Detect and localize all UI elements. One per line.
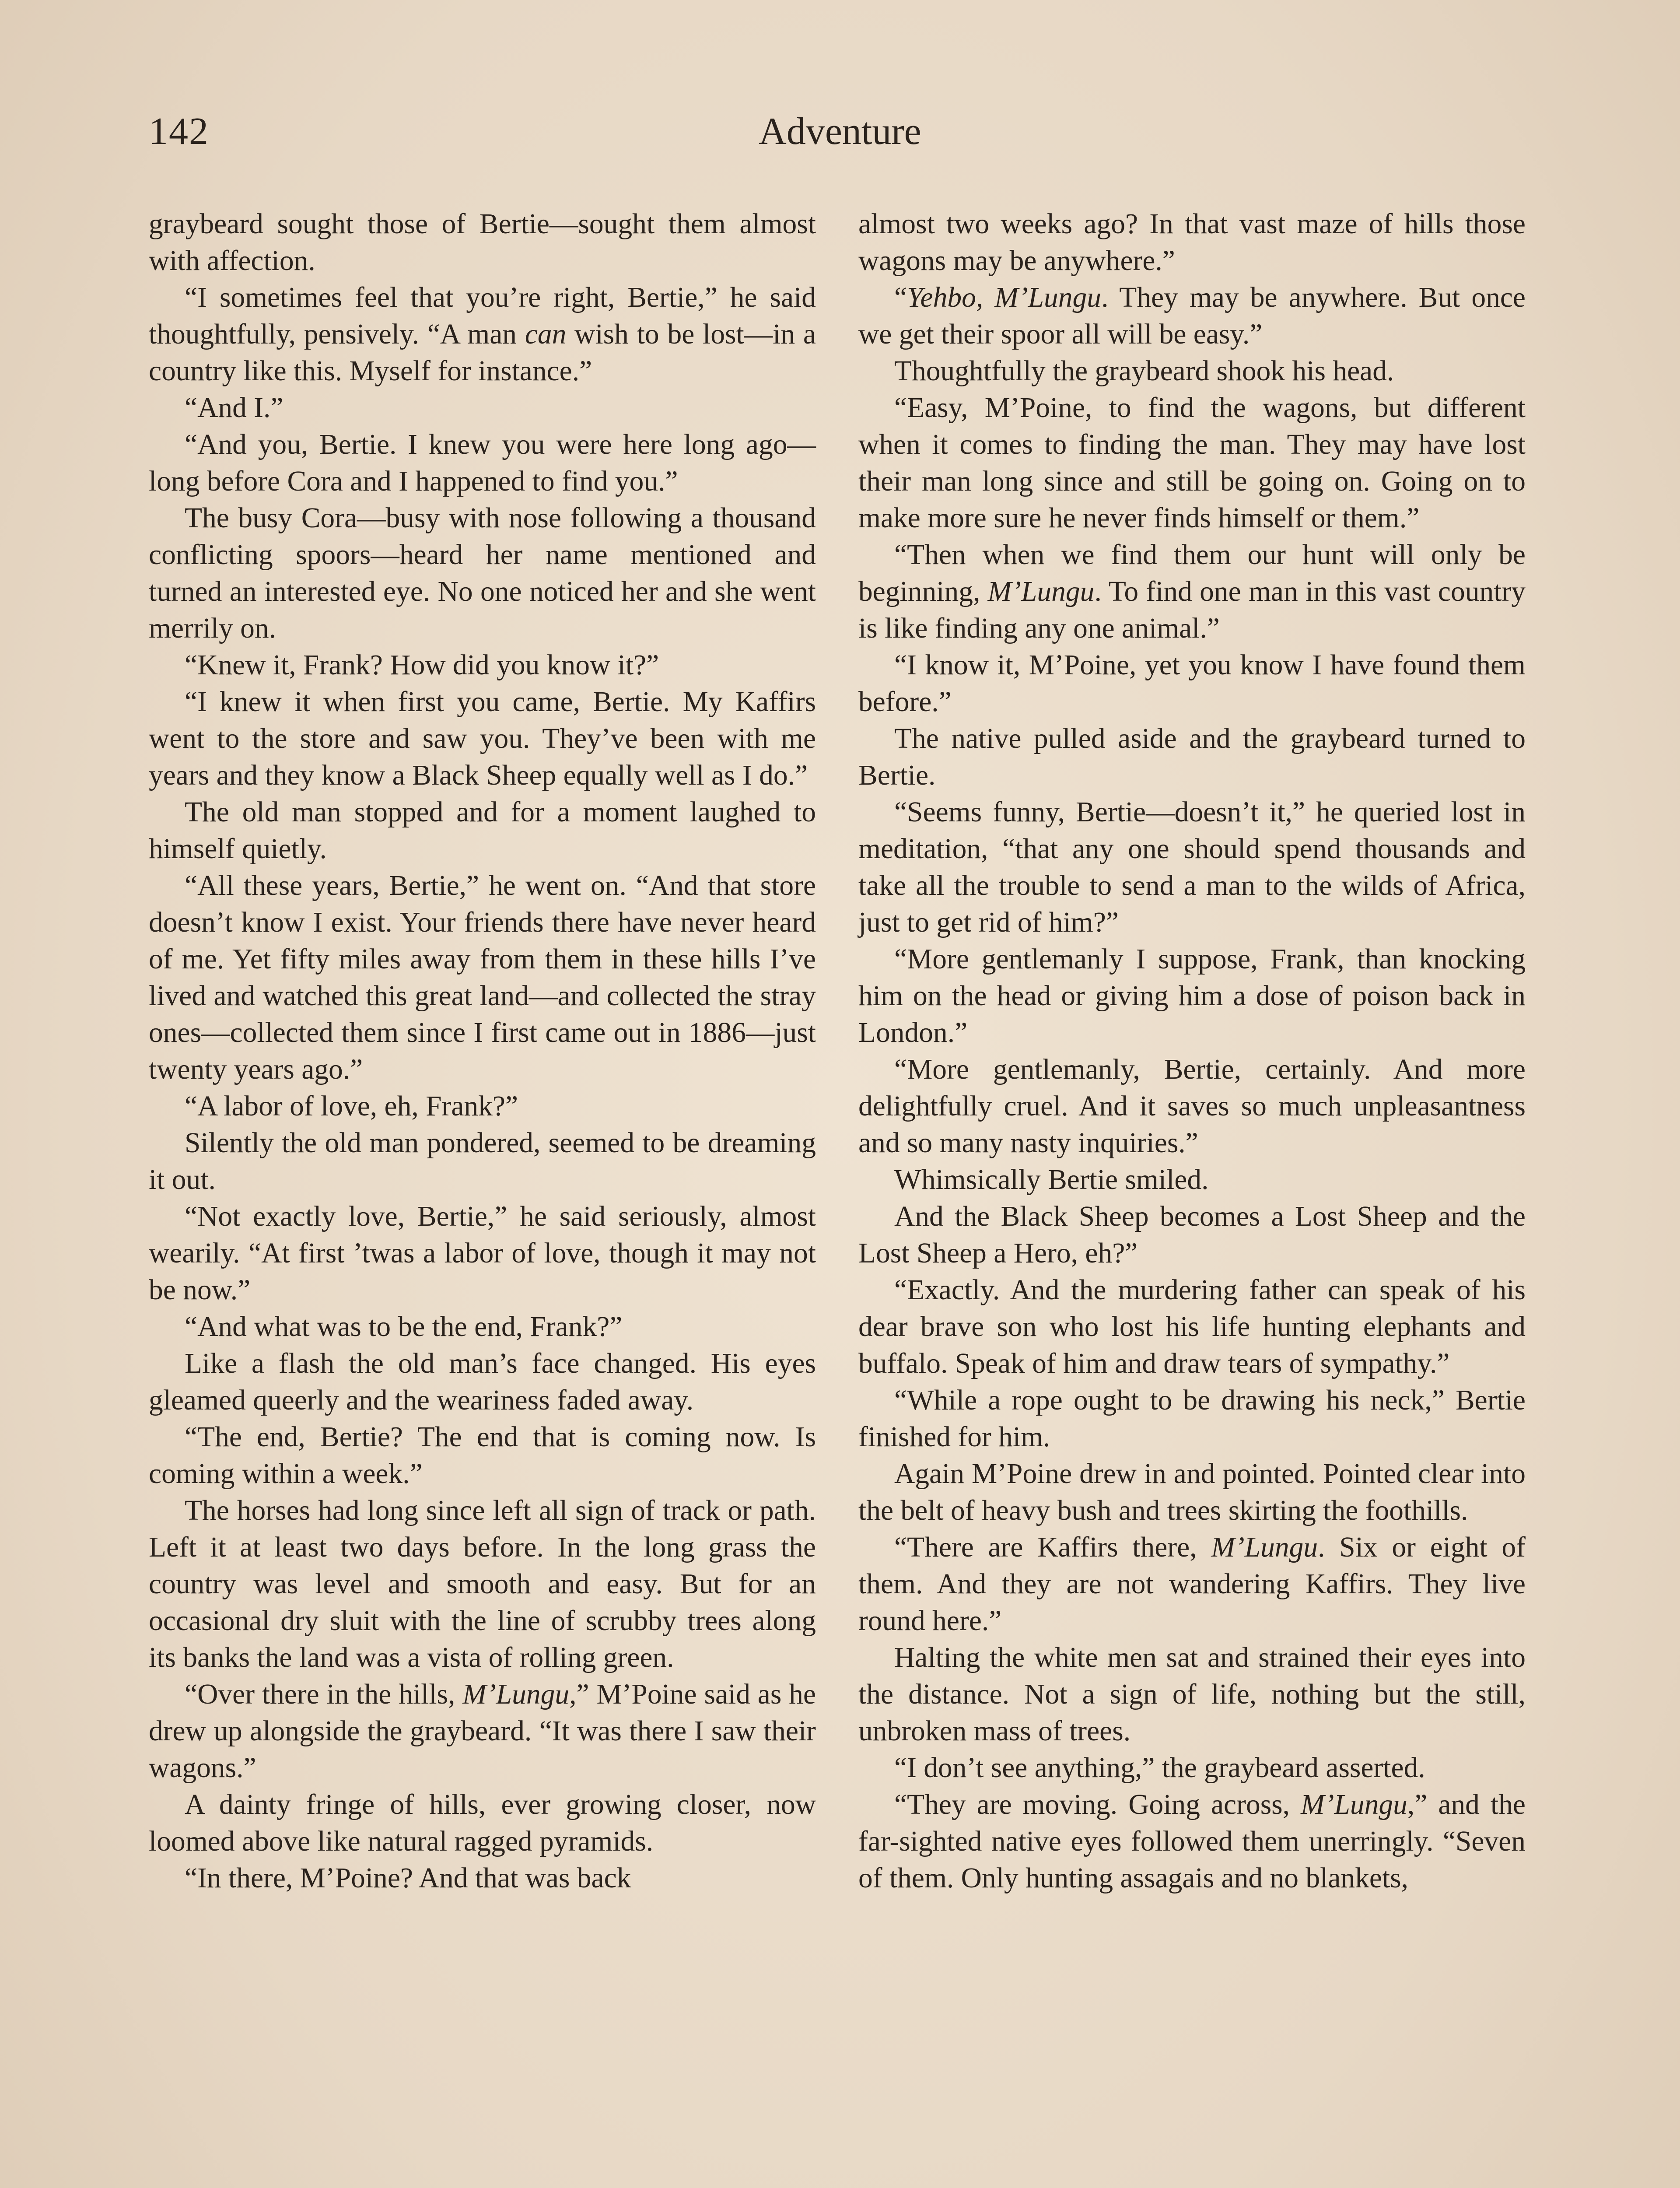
- left-column-paragraph: The horses had long since left all sign of track or path. Left it at least two days before. In the long grass the country was level and smooth and easy. But for an occasional dry sluit with the line of scrubby trees along its banks the land was a vista of rolling green.: [149, 1495, 816, 1673]
- left-column-paragraph: “And what was to be the end, Frank?”: [185, 1311, 623, 1343]
- right-column-paragraph: “More gentlemanly I suppose, Frank, than knocking him on the head or giving him a dose of poison back in London.”: [858, 943, 1526, 1048]
- right-column-paragraph: Whimsically Bertie smiled.: [894, 1164, 1209, 1196]
- left-column-paragraph: The busy Cora—busy with nose following a thousand conflicting spoors—heard her name mentioned and turned an interested eye. No one noticed her and she went merrily on.: [149, 502, 816, 644]
- left-column-paragraph: “The end, Bertie? The end that is coming now. Is coming within a week.”: [149, 1421, 816, 1490]
- left-text-column: [149, 206, 816, 1897]
- left-column-paragraph: “Not exactly love, Bertie,” he said seriously, almost wearily. “At first ’twas a labor of love, though it may not be now.”: [149, 1201, 816, 1306]
- left-column-paragraph: “Over there in the hills, M’Lungu,” M’Poine said as he drew up alongside the graybeard. “It was there I saw their wagons.”: [149, 1679, 816, 1784]
- right-column-paragraph: The native pulled aside and the graybeard turned to Bertie.: [858, 723, 1526, 791]
- right-column-paragraph: “I don’t see anything,” the graybeard asserted.: [894, 1752, 1425, 1784]
- right-column-paragraph: “Exactly. And the murdering father can speak of his dear brave son who lost his life hunting elephants and buffalo. Speak of him and draw tears of sympathy.”: [858, 1274, 1526, 1379]
- right-column-paragraph: Again M’Poine drew in and pointed. Pointed clear into the belt of heavy bush and trees skirting the foothills.: [858, 1458, 1526, 1526]
- right-column-paragraph: “Then when we find them our hunt will only be beginning, M’Lungu. To find one man in this vast country is like finding any one animal.”: [858, 539, 1526, 644]
- right-column-paragraph: almost two weeks ago? In that vast maze of hills those wagons may be anywhere.”: [858, 208, 1526, 277]
- left-column-paragraph: “I sometimes feel that you’re right, Bertie,” he said thoughtfully, pensively. “A man can wish to be lost—in a country like this. Myself for instance.”: [149, 282, 816, 387]
- right-column-paragraph: “More gentlemanly, Bertie, certainly. And more delightfully cruel. And it saves so much unpleasantness and so many nasty inquiries.”: [858, 1054, 1526, 1159]
- left-column-paragraph: A dainty fringe of hills, ever growing closer, now loomed above like natural ragged pyramids.: [149, 1789, 816, 1857]
- right-text-column: [858, 206, 1526, 1897]
- right-column-paragraph: “Seems funny, Bertie—doesn’t it,” he queried lost in meditation, “that any one should spend thousands and take all the trouble to send a man to the wilds of Africa, just to get rid of him?”: [858, 796, 1526, 938]
- left-column-paragraph: graybeard sought those of Bertie—sought them almost with affection.: [149, 208, 816, 277]
- right-column-paragraph: “There are Kaffirs there, M’Lungu. Six or eight of them. And they are not wandering Kaffirs. They live round here.”: [858, 1532, 1526, 1637]
- left-column-paragraph: “I knew it when first you came, Bertie. My Kaffirs went to the store and saw you. They’ve been with me years and they know a Black Sheep equally well as I do.”: [149, 686, 816, 791]
- left-column-paragraph: “All these years, Bertie,” he went on. “And that store doesn’t know I exist. Your friends there have never heard of me. Yet fifty miles away from them in these hills I’ve lived and watched this great land—and collected the stray ones—collected them since I first came out in 1886—just twenty years ago.”: [149, 870, 816, 1085]
- right-column-paragraph: “They are moving. Going across, M’Lungu,” and the far-sighted native eyes followed them unerringly. “Seven of them. Only hunting assagais and no blankets,: [858, 1789, 1526, 1894]
- right-column-paragraph: Thoughtfully the graybeard shook his head.: [894, 355, 1394, 387]
- left-column-paragraph: “And you, Bertie. I knew you were here long ago—long before Cora and I happened to find you.”: [149, 429, 816, 497]
- left-column-paragraph: “In there, M’Poine? And that was back: [185, 1862, 631, 1894]
- left-column-paragraph: “Knew it, Frank? How did you know it?”: [185, 649, 659, 681]
- right-column-paragraph: “While a rope ought to be drawing his neck,” Bertie finished for him.: [858, 1385, 1526, 1453]
- right-column-paragraph: “Easy, M’Poine, to find the wagons, but different when it comes to finding the man. They may have lost their man long since and still be going on. Going on to make more sure he never finds himself or them.”: [858, 392, 1526, 534]
- left-column-paragraph: Silently the old man pondered, seemed to be dreaming it out.: [149, 1127, 816, 1196]
- right-column-paragraph: “I know it, M’Poine, yet you know I have found them before.”: [858, 649, 1526, 718]
- left-column-paragraph: “And I.”: [185, 392, 284, 424]
- left-column-paragraph: Like a flash the old man’s face changed. His eyes gleamed queerly and the weariness faded away.: [149, 1348, 816, 1416]
- left-column-paragraph: “A labor of love, eh, Frank?”: [185, 1090, 518, 1122]
- page-header: [149, 109, 1531, 166]
- right-column-paragraph: “Yehbo, M’Lungu. They may be anywhere. But once we get their spoor all will be easy.”: [858, 282, 1526, 350]
- left-column-paragraph: The old man stopped and for a moment laughed to himself quietly.: [149, 796, 816, 865]
- page-number: 142: [149, 110, 209, 153]
- running-title: Adventure: [759, 110, 921, 153]
- right-column-paragraph: And the Black Sheep becomes a Lost Sheep and the Lost Sheep a Hero, eh?”: [858, 1201, 1526, 1269]
- right-column-paragraph: Halting the white men sat and strained their eyes into the distance. Not a sign of life, nothing but the still, unbroken mass of trees.: [858, 1642, 1526, 1747]
